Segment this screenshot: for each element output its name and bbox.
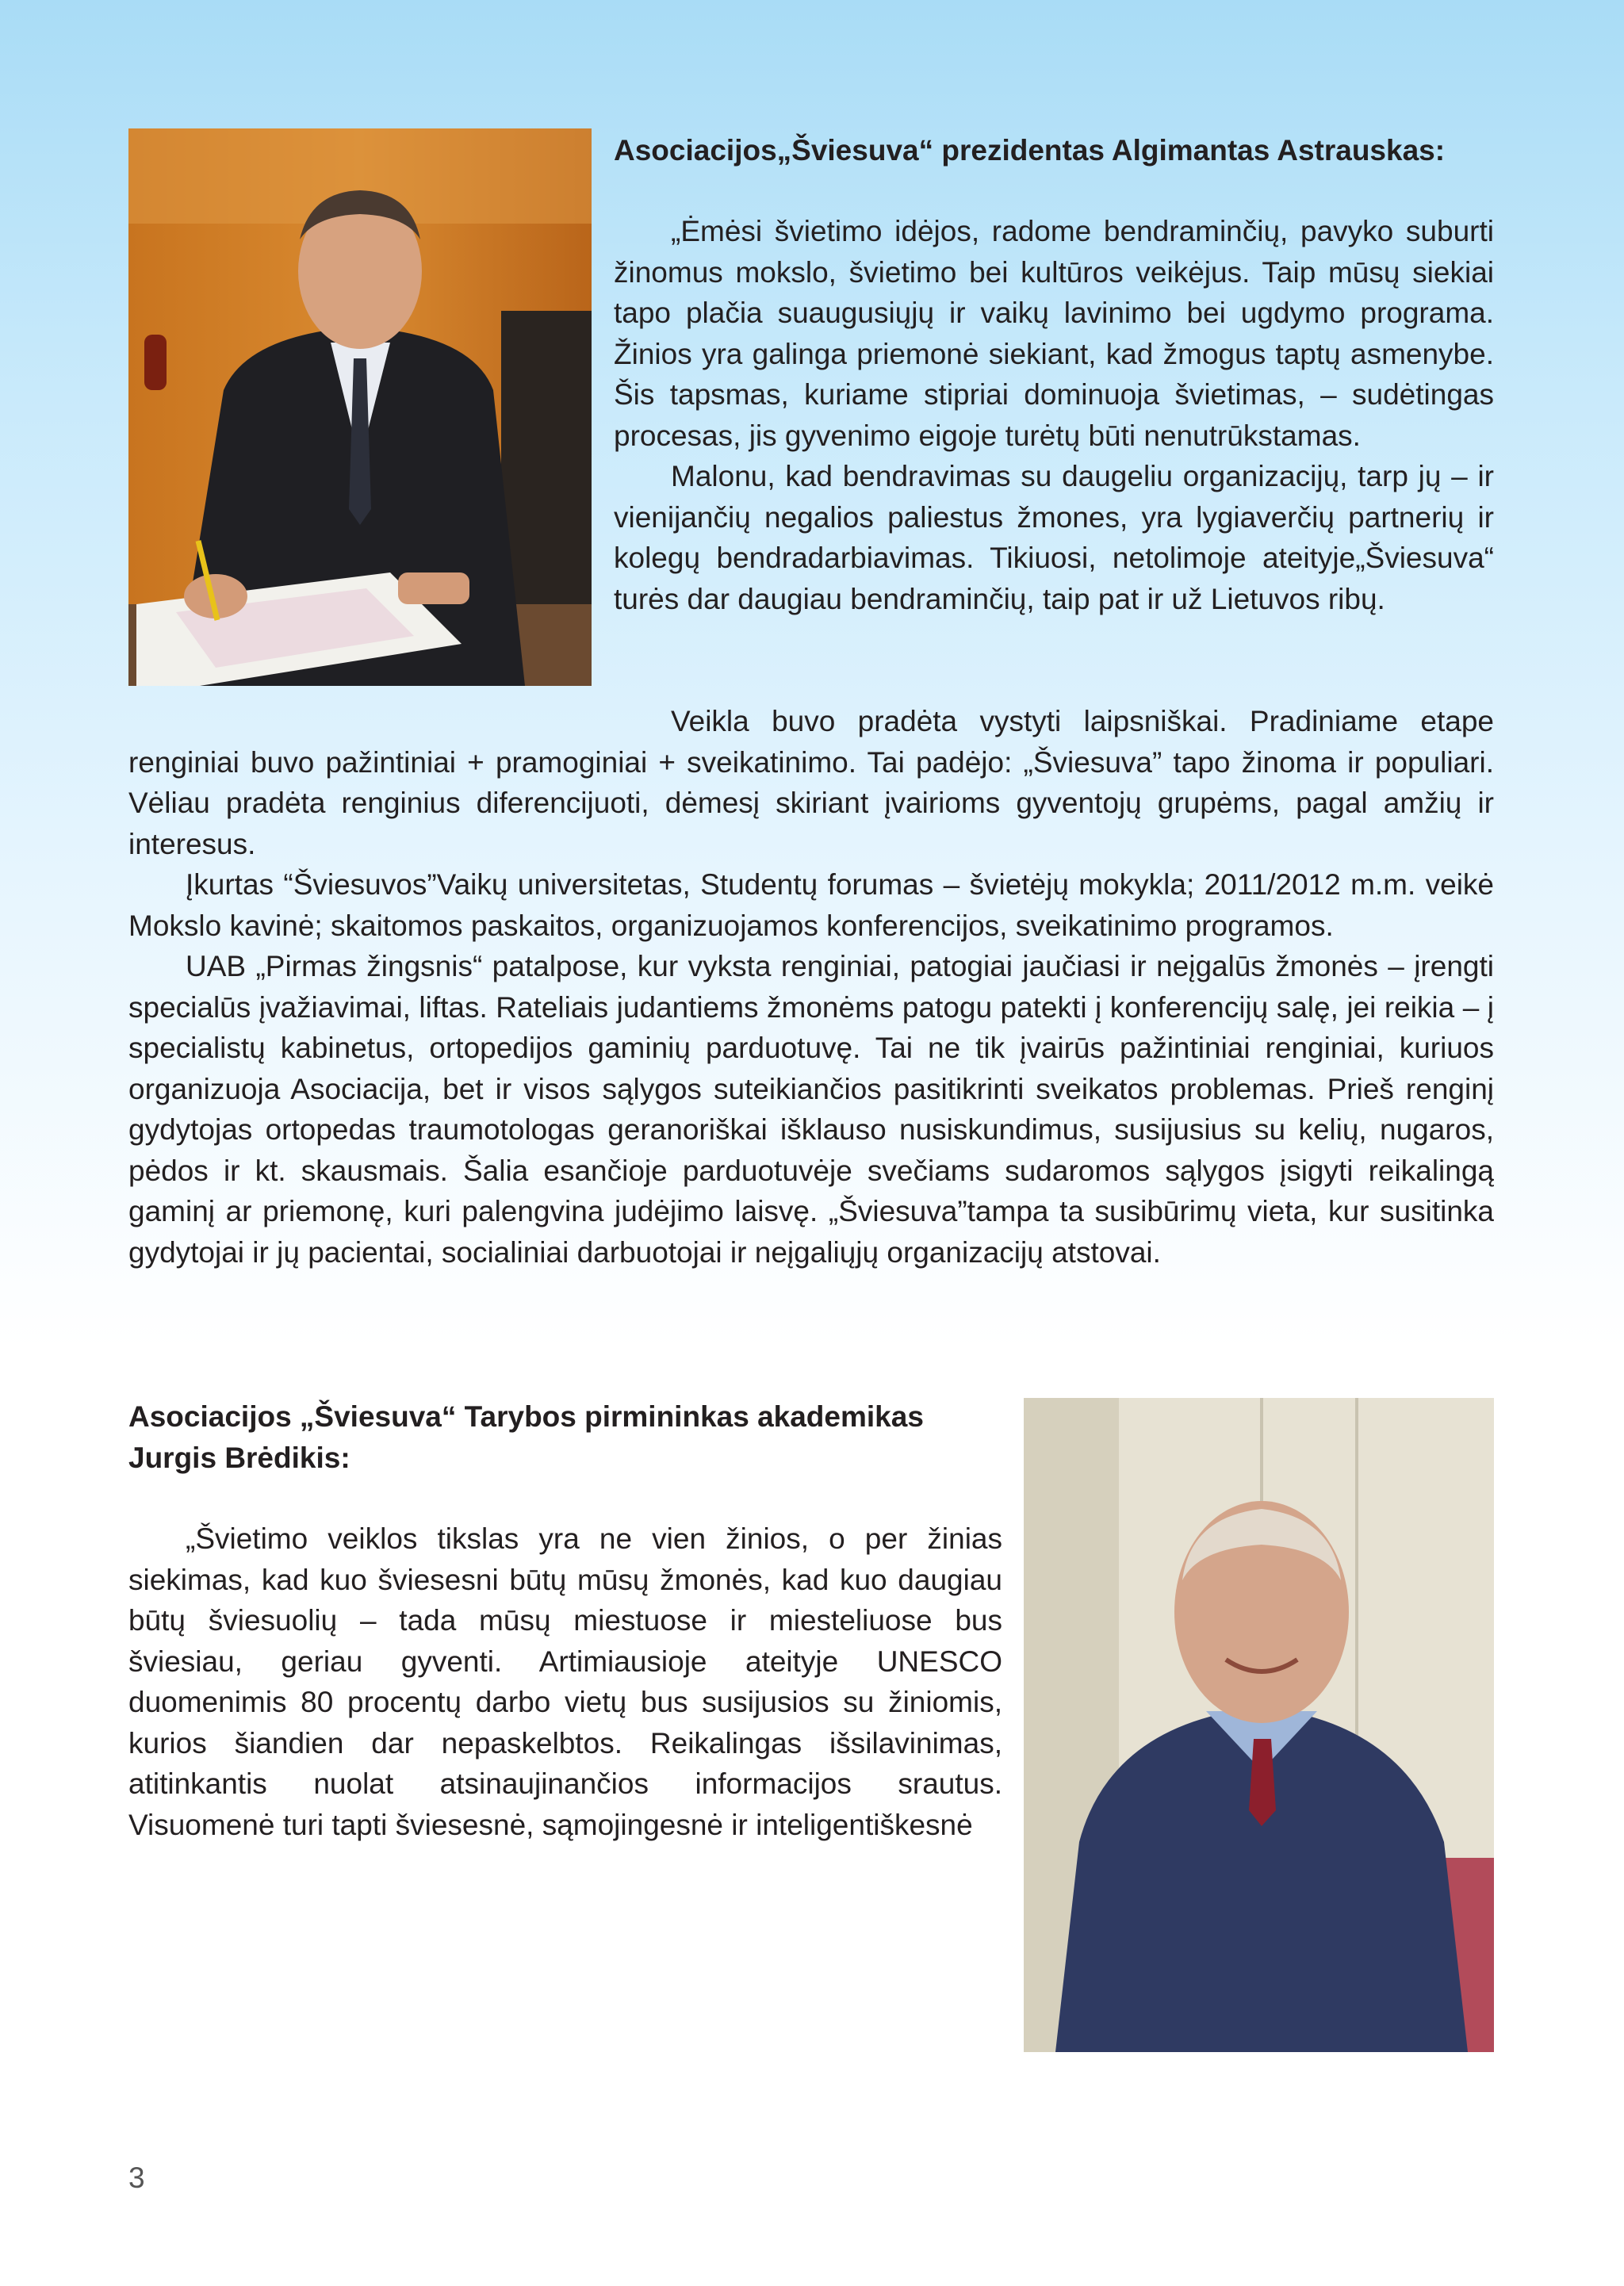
portrait-photo-man-in-suit-at-desk [128,128,592,686]
body-paragraph: Įkurtas “Šviesuvos”Vaikų universitetas, Studentų forumas – švietėjų mokykla; 2011/2012 m.m. veikė Mokslo kavinė; skaitomos paskaitos, organizuojamos konferencijos, sveikatinimo programos. [128,868,1494,942]
body-paragraph: Veikla buvo pradėta vystyti laipsniškai. Pradiniame etape renginiai buvo pažintiniai + pramoginiai + sveikatinimo. Tai padėjo: „Šviesuva” tapo žinoma ir populiari. Vėliau pradėta renginius diferencijuoti, dėmesį skiriant įvairioms gyventojų grupėms, pagal amžių ir interesus. [128,705,1494,860]
body-text [128,701,1494,1273]
quote-paragraph: „Švietimo veiklos tikslas yra ne vien žinios, o per žinias siekimas, kad kuo šviesesni būtų mūsų žmonės, kad kuo daugiau būtų šviesuolių – tada mūsų miestuose ir miesteliuose bus šviesiau, geriau gyventi. Artimiausioje ateityje UNESCO duomenimis 80 procentų darbo vietų bus susijusios su žiniomis, kurios šiandien dar nepaskelbtos. Reikalingas išsilavinimas, atitinkantis nuolat atsinaujinančios informacijos srautus. Visuomenė turi tapti šviesesnė, sąmojingesnė ir inteligentiškesnė [128,1522,1002,1841]
council-chair-quote [128,1518,1002,1845]
body-paragraph: UAB „Pirmas žingsnis“ patalpose, kur vyksta renginiai, patogiai jaučiasi ir neįgalūs žmonės – įrengti specialūs įvažiavimai, liftas. Rateliais judantiems žmonėms patogu patekti į konferencijų salę, jei reikia – į specialistų kabinetus, ortopedijos gaminių parduotuvę. Tai ne tik įvairūs pažintiniai renginiai, kuriuos organizuoja Asociacija, bet ir visos sąlygos suteikiančios pasitikrinti sveikatos problemas. Prieš renginį gydytojas ortopedas traumotologas geranoriškai išklauso nusiskundimus, susijusius su kelių, nugaros, pėdos ir kt. skausmais. Šalia esančioje parduotuvėje svečiams sudaromos sąlygos įsigyti reikalingą gaminį ar priemonę, kuri palengvina judėjimo laisvę. „Šviesuva”tampa ta susibūrimų vieta, kur susitinka gydytojai ir jų pacientai, socialiniai darbuotojai ir neįgaliųjų organizacijų atstovai. [128,950,1494,1269]
section-heading-council-chair: Asociacijos „Šviesuva“ Tarybos pirmininkas akademikas Jurgis Brėdikis: [128,1400,924,1474]
portrait-photo-council-chair [1024,1398,1494,2052]
quote-paragraph: Malonu, kad bendravimas su daugeliu organizacijų, tarp jų – ir vienijančių negalios paliestus žmones, yra lygiaverčių partnerių ir kolegų bendradarbiavimas. Tikiuosi, netolimoje ateityje„Šviesuva“ turės dar daugiau bendraminčių, taip pat ir už Lietuvos ribų. [614,460,1494,615]
page-number: 3 [128,2162,145,2194]
section-heading-president: Asociacijos„Šviesuva“ prezidentas Algimantas Astrauskas: [614,134,1446,167]
portrait-photo-president [128,128,592,686]
president-quote [614,211,1494,619]
quote-paragraph: „Ėmėsi švietimo idėjos, radome bendraminčių, pavyko suburti žinomus mokslo, švietimo bei kultūros veikėjus. Taip mūsų siekiai tapo plačia suaugusiųjų ir vaikų lavinimo bei ugdymo programa. Žinios yra galinga priemonė siekiant, kad žmogus taptų asmenybe. Šis tapsmas, kuriame stipriai dominuoja švietimas, – sudėtingas procesas, jis gyvenimo eigoje turėtų būti nenutrūkstamas. [614,215,1494,452]
portrait-photo-elderly-man-in-sweater [1024,1398,1494,2052]
